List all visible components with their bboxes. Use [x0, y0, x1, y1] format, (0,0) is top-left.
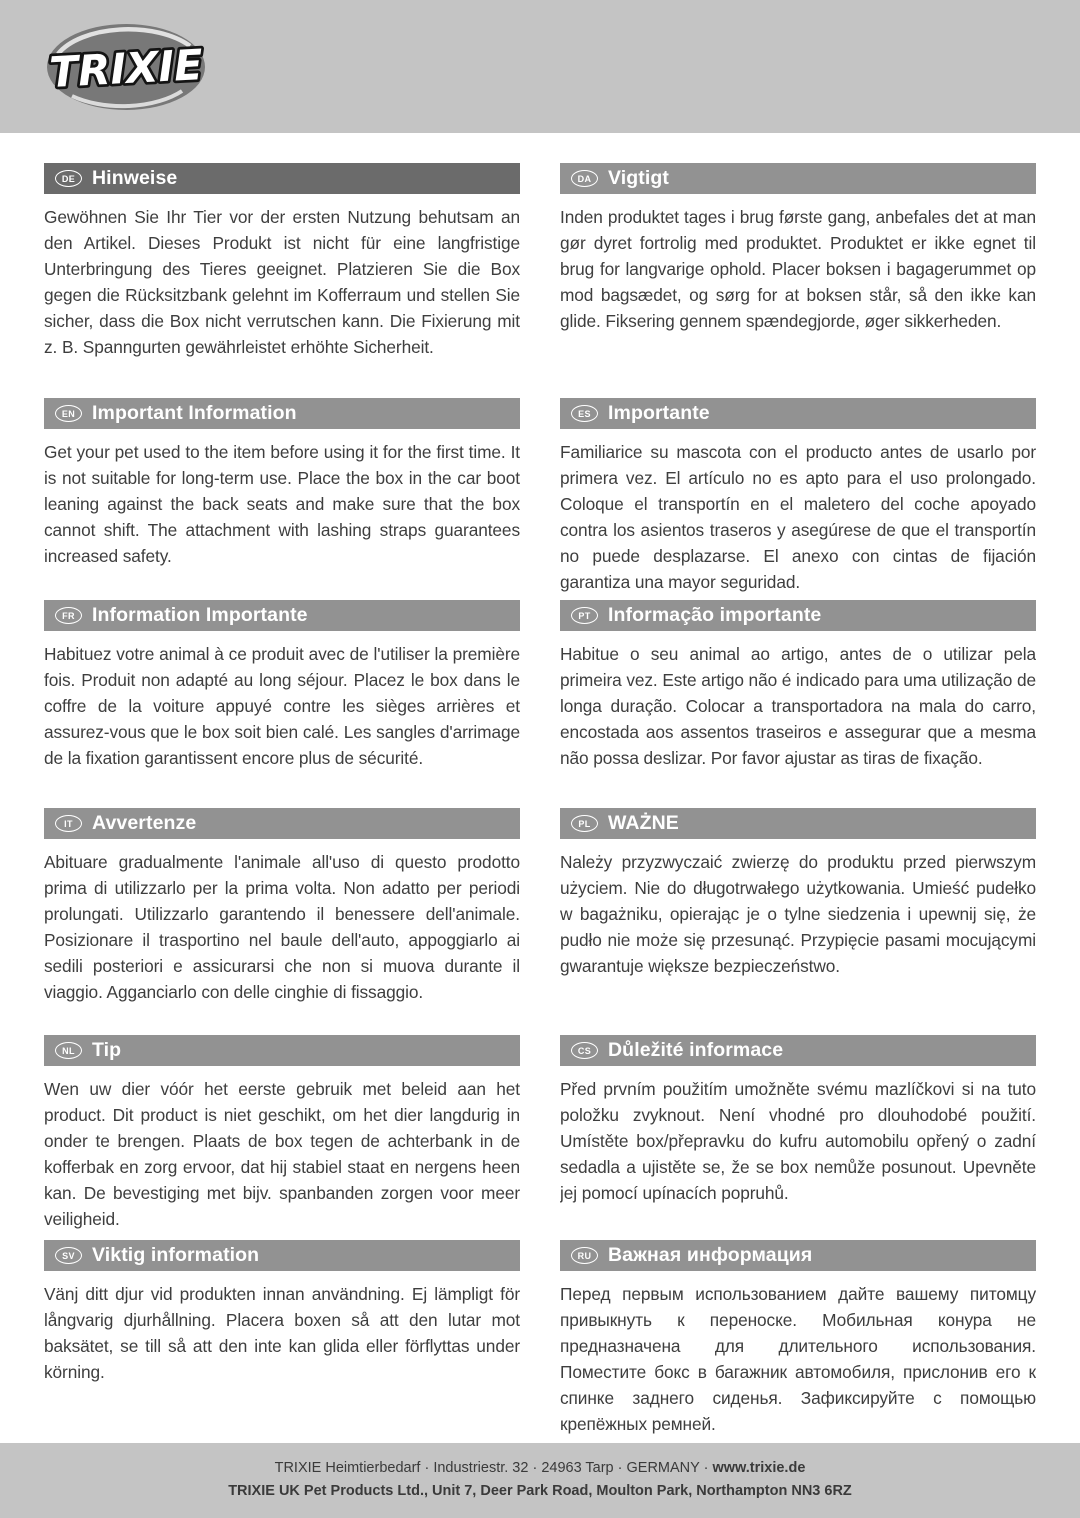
section-title-cs: Důležité informace	[608, 1038, 784, 1061]
lang-badge-it: IT	[55, 815, 82, 832]
section-text-da: Inden produktet tages i brug første gang, anbefales det at man gør dyret fortrolig med produktet. Produktet er ikke egnet til brug for langvarige ophold. Placer boksen i bagagerummet op mod bagsædet, og sørg for at boksen står, så den ikke kan glide. Fiksering gennem spændegjorde, øger sikkerheden.	[560, 207, 1036, 331]
lang-badge-de: DE	[55, 170, 82, 187]
section-fr	[44, 600, 520, 808]
section-header-fr	[44, 600, 520, 631]
section-it	[44, 808, 520, 1035]
section-text-fr: Habituez votre animal à ce produit avec de l'utiliser la première fois. Produit non adapté au long séjour. Placez le box dans le coffre de la voiture appuyé contre les sièges arrières et assurez-vous que le box soit bien calé. Les sangles d'arrimage de la fixation garantissent encore plus de sécurité.	[44, 644, 520, 768]
section-de	[44, 163, 520, 398]
section-title-da: Vigtigt	[608, 166, 669, 189]
section-title-nl: Tip	[92, 1038, 122, 1061]
svg-text:TRIXIE: TRIXIE	[48, 39, 204, 97]
section-en	[44, 398, 520, 600]
section-text-pt: Habitue o seu animal ao artigo, antes de o utilizar pela primeira vez. Este artigo não é indicado para uma utilização de longa duração. Colocar a transportadora na mala do carro, encostada aos assentos traseiros e assegurar que a mesma não possa deslizar. Por favor ajustar as tiras de fixação.	[560, 644, 1036, 768]
section-text-en: Get your pet used to the item before using it for the first time. It is not suitable for long-term use. Place the box in the car boot leaning against the back seats and make sure that the box cannot shift. The attachment with lashing straps guarantees increased safety.	[44, 442, 520, 566]
section-header-cs	[560, 1035, 1036, 1066]
footer	[0, 1443, 1080, 1518]
section-title-pt: Informação importante	[608, 603, 822, 626]
section-text-de: Gewöhnen Sie Ihr Tier vor der ersten Nutzung behutsam an den Artikel. Dieses Produkt ist nicht für eine langfristige Unterbringung des Tieres geeignet. Platzieren Sie die Box gegen die Rücksitzbank gelehnt im Kofferraum und stellen Sie sicher, dass die Box nicht verrutschen kann. Die Fixierung mit z. B. Spanngurten gewährleistet erhöhte Sicherheit.	[44, 207, 520, 357]
lang-badge-cs: CS	[571, 1042, 598, 1059]
section-text-it: Abituare gradualmente l'animale all'uso di questo prodotto prima di utilizzarlo per la prima volta. Non adatto per periodi prolungati. Utilizzarlo garantendo il benessere dell'animale. Posizionare il trasportino nel baule dell'auto, appoggiarlo ai sedili posteriori e assicurarsi che non si muova durante il viaggio. Agganciarlo con delle cinghie di fissaggio.	[44, 852, 520, 1002]
footer-address-de-text: TRIXIE Heimtierbedarf · Industriestr. 32 · 24963 Tarp · GERMANY ·	[274, 1460, 713, 1476]
footer-website: www.trixie.de	[712, 1460, 806, 1476]
section-pl	[560, 808, 1036, 1035]
section-title-sv: Viktig information	[92, 1243, 260, 1266]
section-title-ru: Важная информация	[608, 1243, 813, 1266]
lang-badge-fr: FR	[55, 607, 82, 624]
lang-badge-en: EN	[55, 405, 82, 422]
section-cs	[560, 1035, 1036, 1240]
section-title-pl: WAŻNE	[608, 811, 679, 834]
section-title-es: Importante	[608, 401, 710, 424]
trixie-logo	[42, 18, 210, 116]
lang-badge-da: DA	[571, 170, 598, 187]
section-header-pl	[560, 808, 1036, 839]
section-title-en: Important Information	[92, 401, 297, 424]
section-header-pt	[560, 600, 1036, 631]
section-text-ru: Перед первым использованием дайте вашему питомцу привыкнуть к переноске. Мобильная конура не предназначена для длительного использования. Поместите бокс в багажник автомобиля, прислонив его к спинке заднего сиденья. Зафиксируйте с помощью крепёжных ремней.	[560, 1284, 1036, 1434]
top-brand-band	[0, 0, 1080, 133]
section-text-nl: Wen uw dier vóór het eerste gebruik met beleid aan het product. Dit product is niet geschikt, om het dier langdurig in onder te brengen. Plaats de box tegen de achterbank in de kofferbak en zorg ervoor, dat hij stabiel staat en nergens heen kan. De bevestiging met bijv. spanbanden zorgen voor meer veiligheid.	[44, 1079, 520, 1229]
section-header-it	[44, 808, 520, 839]
section-title-de: Hinweise	[92, 166, 178, 189]
section-header-es	[560, 398, 1036, 429]
footer-address-de	[0, 1457, 1080, 1480]
lang-badge-pt: PT	[571, 607, 598, 624]
lang-badge-nl: NL	[55, 1042, 82, 1059]
section-nl	[44, 1035, 520, 1240]
section-header-nl	[44, 1035, 520, 1066]
section-header-ru	[560, 1240, 1036, 1271]
lang-badge-sv: SV	[55, 1247, 82, 1264]
section-text-sv: Vänj ditt djur vid produkten innan användning. Ej lämpligt för långvarig djurhållning. Placera boxen så att den lutar mot baksätet, se till så att den inte kan glida eller förflyttas under körning.	[44, 1284, 520, 1382]
sections-area	[0, 133, 1080, 1443]
section-header-de	[44, 163, 520, 194]
section-title-fr: Information Importante	[92, 603, 308, 626]
section-text-cs: Před prvním použitím umožněte svému mazlíčkovi si na tuto položku zvyknout. Není vhodné pro dlouhodobé použití. Umístěte box/přepravku do kufru automobilu opřený o zadní sedadla a ujistěte se, že se box nemůže posunout. Upevněte jej pomocí upínacích popruhů.	[560, 1079, 1036, 1203]
section-title-it: Avvertenze	[92, 811, 197, 834]
section-da	[560, 163, 1036, 398]
section-ru	[560, 1240, 1036, 1443]
section-text-pl: Należy przyzwyczaić zwierzę do produktu przed pierwszym użyciem. Nie do długotrwałego użytkowania. Umieść pudełko w bagażniku, opierając je o tylne siedzenia i upewnij się, że pudło nie może się przesunąć. Przypięcie pasami mocującymi gwarantuje większe bezpieczeństwo.	[560, 852, 1036, 976]
lang-badge-es: ES	[571, 405, 598, 422]
section-header-sv	[44, 1240, 520, 1271]
section-es	[560, 398, 1036, 600]
section-text-es: Familiarice su mascota con el producto antes de usarlo por primera vez. El artículo no es apto para el uso prolongado. Coloque el transportín en el maletero del coche apoyado contra los asientos traseros y asegúrese de que el transportín no puede desplazarse. El anexo con cintas de fijación garantiza una mayor seguridad.	[560, 442, 1036, 592]
section-pt	[560, 600, 1036, 808]
lang-badge-ru: RU	[571, 1247, 598, 1264]
lang-badge-pl: PL	[571, 815, 598, 832]
section-header-da	[560, 163, 1036, 194]
section-sv	[44, 1240, 520, 1443]
footer-address-uk: TRIXIE UK Pet Products Ltd., Unit 7, Deer Park Road, Moulton Park, Northampton NN3 6RZ	[228, 1483, 852, 1499]
section-header-en	[44, 398, 520, 429]
